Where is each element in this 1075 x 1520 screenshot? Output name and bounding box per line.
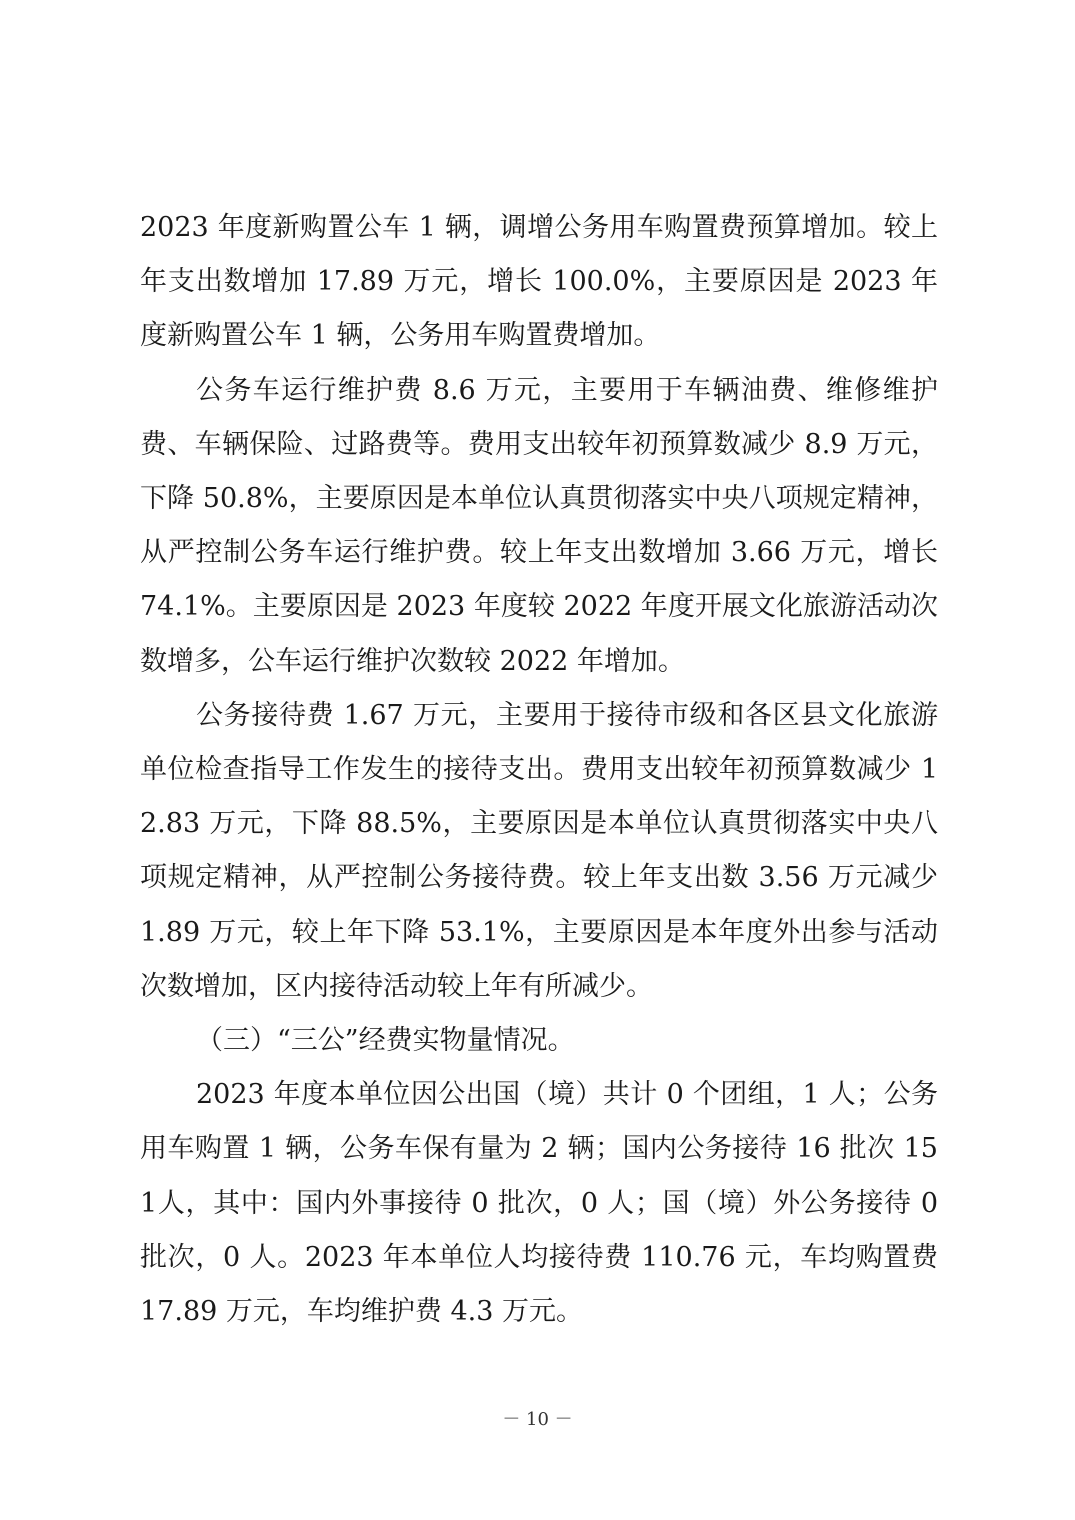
- paragraph-reception: 公务接待费 1.67 万元，主要用于接待市级和各区县文化旅游单位检查指导工作发生的接待支出。费用支出较年初预算数减少 12.83 万元，下降 88.5%，主要原因是本单位认真贯彻落实中央八项规定精神，从严控制公务接待费。较上年支出数 3.56 万元减少 1.89 万元，较上年下降 53.1%，主要原因是本年度外出参与活动次数增加，区内接待活动较上年有所减少。: [140, 699, 938, 1002]
- paragraph-car-maintenance: 公务车运行维护费 8.6 万元，主要用于车辆油费、维修维护费、车辆保险、过路费等。费用支出较年初预算数减少 8.9 万元，下降 50.8%，主要原因是本单位认真贯彻落实中央八项规定精神，从严控制公务车运行维护费。较上年支出数增加 3.66 万元，增长 74.1%。主要原因是 2023 年度较 2022 年度开展文化旅游活动次数增多，公车运行维护次数较 2022 年增加。: [140, 374, 938, 677]
- paragraph-physical-quantities: 2023 年度本单位因公出国（境）共计 0 个团组，1 人；公务用车购置 1 辆，公务车保有量为 2 辆；国内公务接待 16 批次 151人，其中：国内外事接待 0 批次，0 人；国（境）外公务接待 0批次，0 人。2023 年本单位人均接待费 110.76 元，车均购置费17.89 万元，车均维护费 4.3 万元。: [140, 1079, 938, 1328]
- page-number: － 10 －: [502, 1409, 573, 1430]
- paragraph-car-purchase-continued: 2023 年度新购置公车 1 辆，调增公务用车购置费预算增加。较上年支出数增加 17.89 万元，增长 100.0%，主要原因是 2023 年度新购置公车 1 辆，公务用车购置费增加。: [140, 212, 938, 352]
- document-body: [140, 201, 938, 1339]
- section-heading: （三）“三公”经费实物量情况。: [196, 1025, 575, 1057]
